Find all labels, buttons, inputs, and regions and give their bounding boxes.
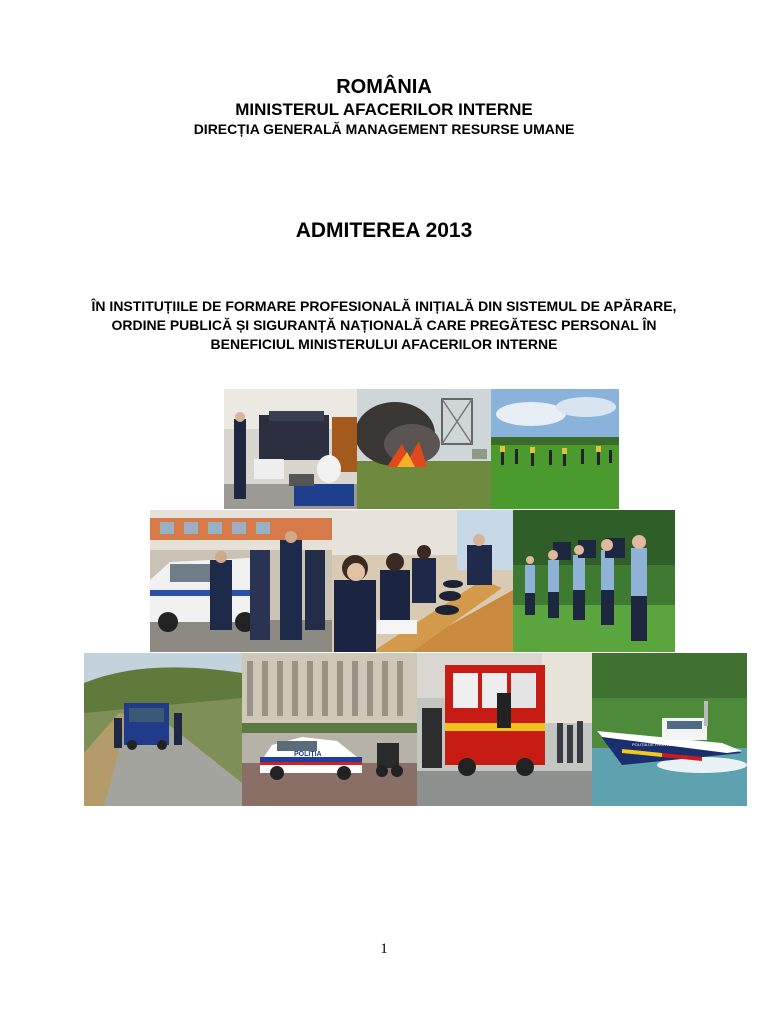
police-car-arrest-photo (150, 510, 332, 652)
country-heading: ROMÂNIA (336, 76, 432, 98)
outdoor-exercise-photo (491, 389, 619, 509)
fire-truck-photo (417, 653, 592, 806)
subtitle-line: ÎN INSTITUȚIILE DE FORMARE PROFESIONALĂ INIȚIALĂ DIN SISTEMUL DE APĂRARE, (91, 298, 677, 314)
police-car-label: POLIȚIA (294, 751, 322, 758)
subtitle-line: BENEFICIUL MINISTERULUI AFACERILOR INTERNE (210, 336, 558, 352)
page-number: 1 (380, 941, 388, 957)
document-title: ADMITEREA 2013 (295, 219, 473, 242)
document-subtitle (0, 297, 768, 354)
directorate-heading: DIRECȚIA GENERALĂ MANAGEMENT RESURSE UMANE (193, 121, 575, 137)
police-car-palace-photo (242, 653, 417, 806)
ministry-heading: MINISTERUL AFACERILOR INTERNE (235, 100, 533, 119)
border-police-boat-photo (592, 653, 747, 806)
police-formation-drill-photo (513, 510, 675, 652)
subtitle-line: ORDINE PUBLICĂ ȘI SIGURANȚĂ NAȚIONALĂ CARE PREGĂTESC PERSONAL ÎN (111, 317, 657, 333)
students-in-class-photo (332, 510, 513, 652)
fire-training-photo (357, 389, 491, 509)
gendarmerie-van-photo (84, 653, 242, 806)
boat-label: POLIȚIA DE FRONTIERĂ (632, 742, 679, 747)
classroom-demonstration-photo (224, 389, 357, 509)
